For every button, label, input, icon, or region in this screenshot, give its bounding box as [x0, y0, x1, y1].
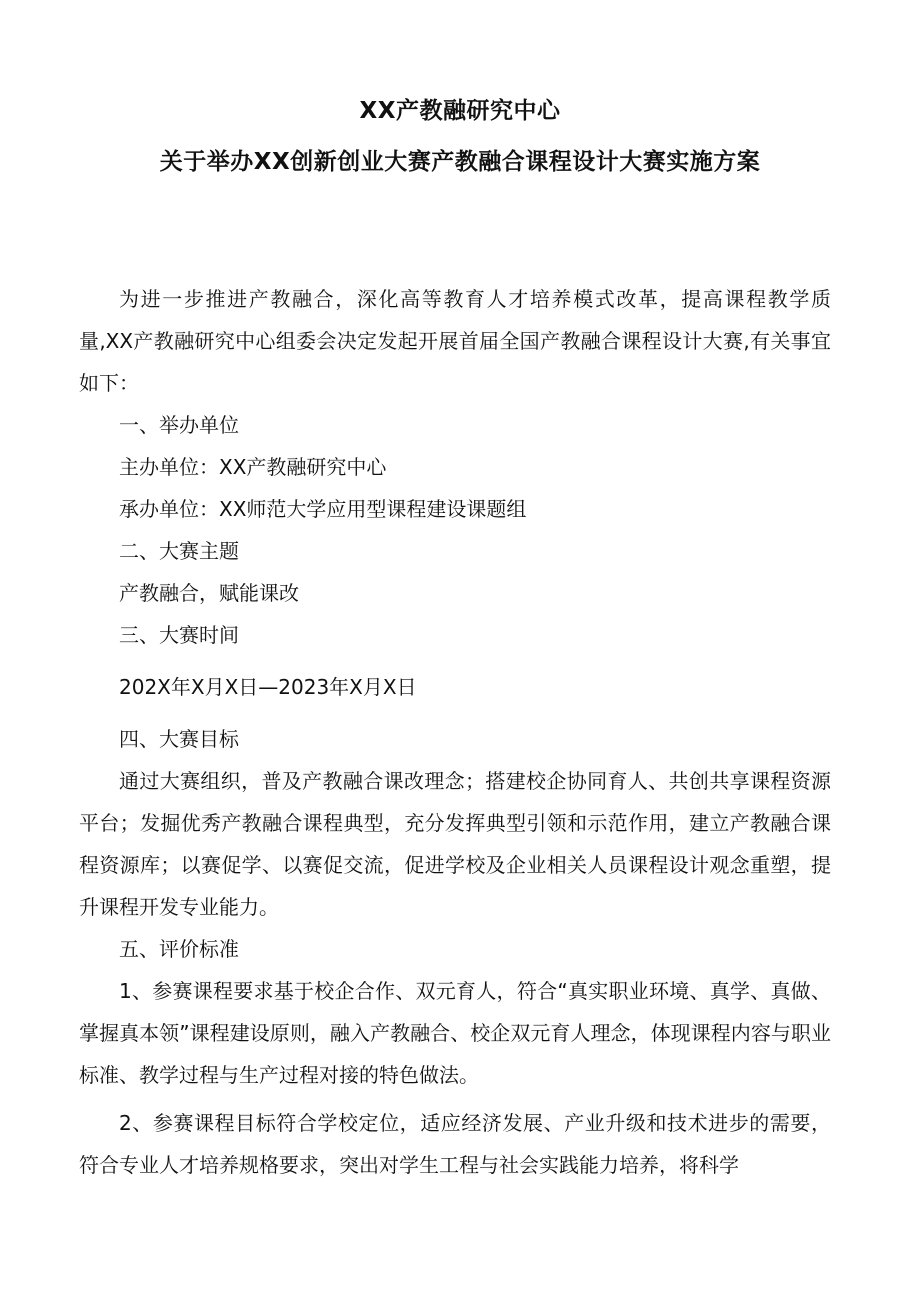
co-organizer-line: 承办单位：XX师范大学应用型课程建设课题组	[119, 497, 527, 521]
criteria-paragraph-2: 2、参赛课程目标符合学校定位，适应经济发展、产业升级和技术进步的需要，符合专业人才培养规格要求，突出对学生工程与社会实践能力培养，将科学	[79, 1111, 831, 1177]
theme-line: 产教融合，赋能课改	[119, 581, 299, 605]
document-title-line-2: 关于举办XX创新创业大赛产教融合课程设计大赛实施方案	[159, 149, 761, 175]
document-title-line-1: XX产教融研究中心	[359, 98, 561, 124]
goals-paragraph: 通过大赛组织，普及产教融合课改理念；搭建校企协同育人、共创共享课程资源平台；发掘优秀产教融合课程典型，充分发挥典型引领和示范作用，建立产教融合课程资源库；以赛促学、以赛促交流，促进学校及企业相关人员课程设计观念重塑，提升课程开发专业能力。	[79, 769, 831, 919]
criteria-paragraph-1: 1、参赛课程要求基于校企合作、双元育人，符合“真实职业环境、真学、真做、掌握真本领”课程建设原则，融入产教融合、校企双元育人理念，体现课程内容与职业标准、教学过程与生产过程对接的特色做法。	[79, 979, 831, 1087]
section-heading-criteria: 五、评价标准	[119, 937, 239, 961]
intro-paragraph: 为进一步推进产教融合，深化高等教育人才培养模式改革，提高课程教学质量,XX产教融研究中心组委会决定发起开展首届全国产教融合课程设计大赛,有关事宜如下：	[79, 287, 831, 395]
section-heading-time: 三、大赛时间	[119, 623, 239, 647]
document-body	[79, 278, 831, 1186]
period-line: 202X年X月X日—2023年X月X日	[119, 675, 417, 699]
section-heading-goals: 四、大赛目标	[119, 727, 239, 751]
section-heading-organizers: 一、举办单位	[119, 413, 239, 437]
organizer-line: 主办单位：XX产教融研究中心	[119, 455, 387, 479]
section-heading-theme: 二、大赛主题	[119, 539, 239, 563]
